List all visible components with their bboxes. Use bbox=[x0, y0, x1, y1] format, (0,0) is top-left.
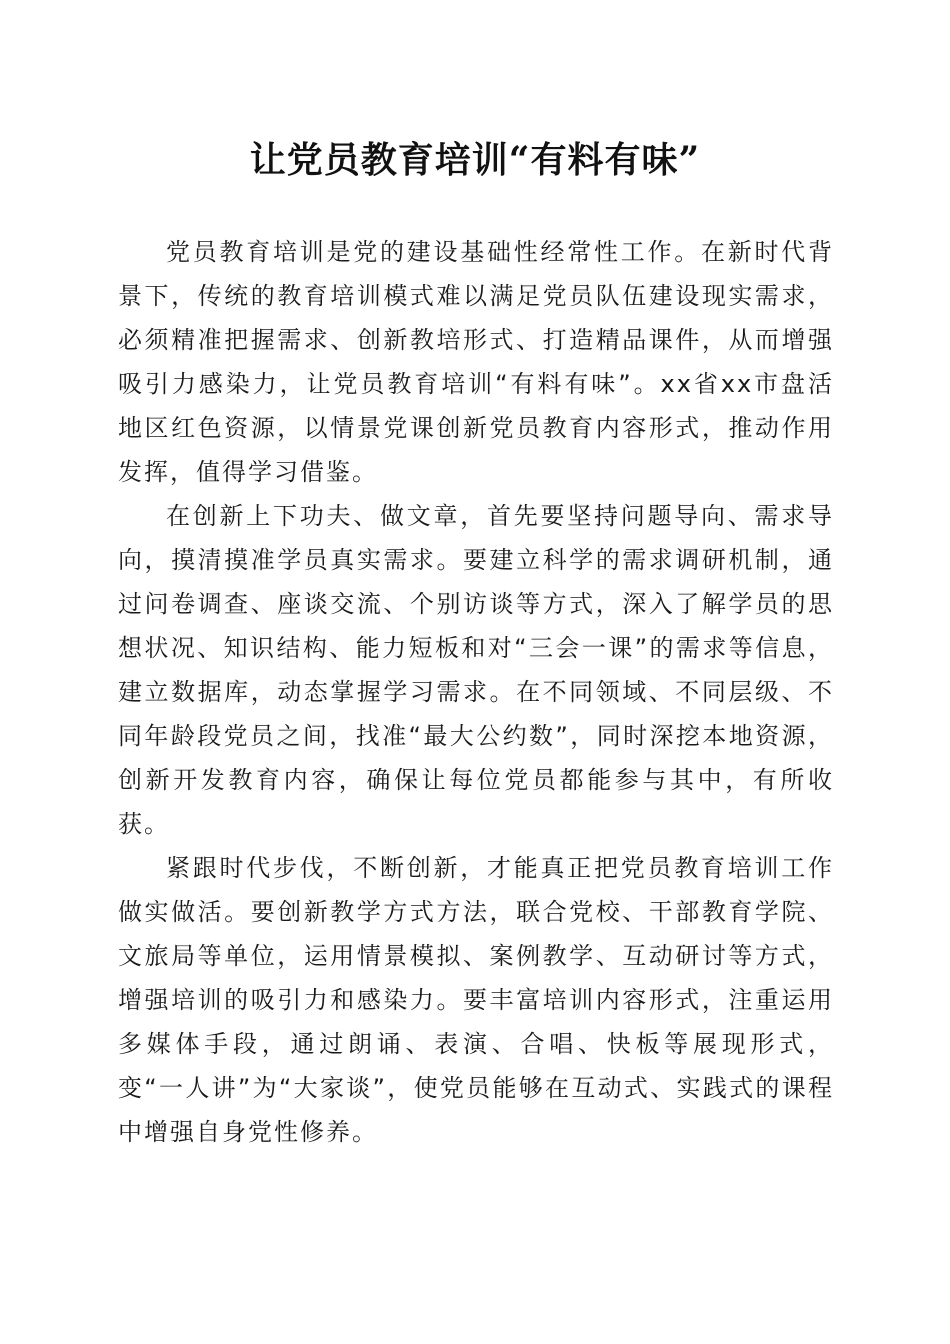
document-body bbox=[118, 230, 834, 1154]
paragraph-1: 党员教育培训是党的建设基础性经常性工作。在新时代背景下，传统的教育培训模式难以满足党员队伍建设现实需求，必须精准把握需求、创新教培形式、打造精品课件，从而增强吸引力感染力，让党员教育培训“有料有味”。xx省xx市盘活地区红色资源，以情景党课创新党员教育内容形式，推动作用发挥，值得学习借鉴。 bbox=[118, 238, 834, 486]
page-title: 让党员教育培训“有料有味” bbox=[249, 139, 701, 181]
paragraph-2: 在创新上下功夫、做文章，首先要坚持问题导向、需求导向，摸清摸准学员真实需求。要建立科学的需求调研机制，通过问卷调查、座谈交流、个别访谈等方式，深入了解学员的思想状况、知识结构、能力短板和对“三会一课”的需求等信息，建立数据库，动态掌握学习需求。在不同领域、不同层级、不同年龄段党员之间，找准“最大公约数”，同时深挖本地资源，创新开发教育内容，确保让每位党员都能参与其中，有所收获。 bbox=[118, 502, 834, 838]
paragraph-3: 紧跟时代步伐，不断创新，才能真正把党员教育培训工作做实做活。要创新教学方式方法，联合党校、干部教育学院、文旅局等单位，运用情景模拟、案例教学、互动研讨等方式，增强培训的吸引力和感染力。要丰富培训内容形式，注重运用多媒体手段，通过朗诵、表演、合唱、快板等展现形式，变“一人讲”为“大家谈”，使党员能够在互动式、实践式的课程中增强自身党性修养。 bbox=[118, 854, 834, 1146]
